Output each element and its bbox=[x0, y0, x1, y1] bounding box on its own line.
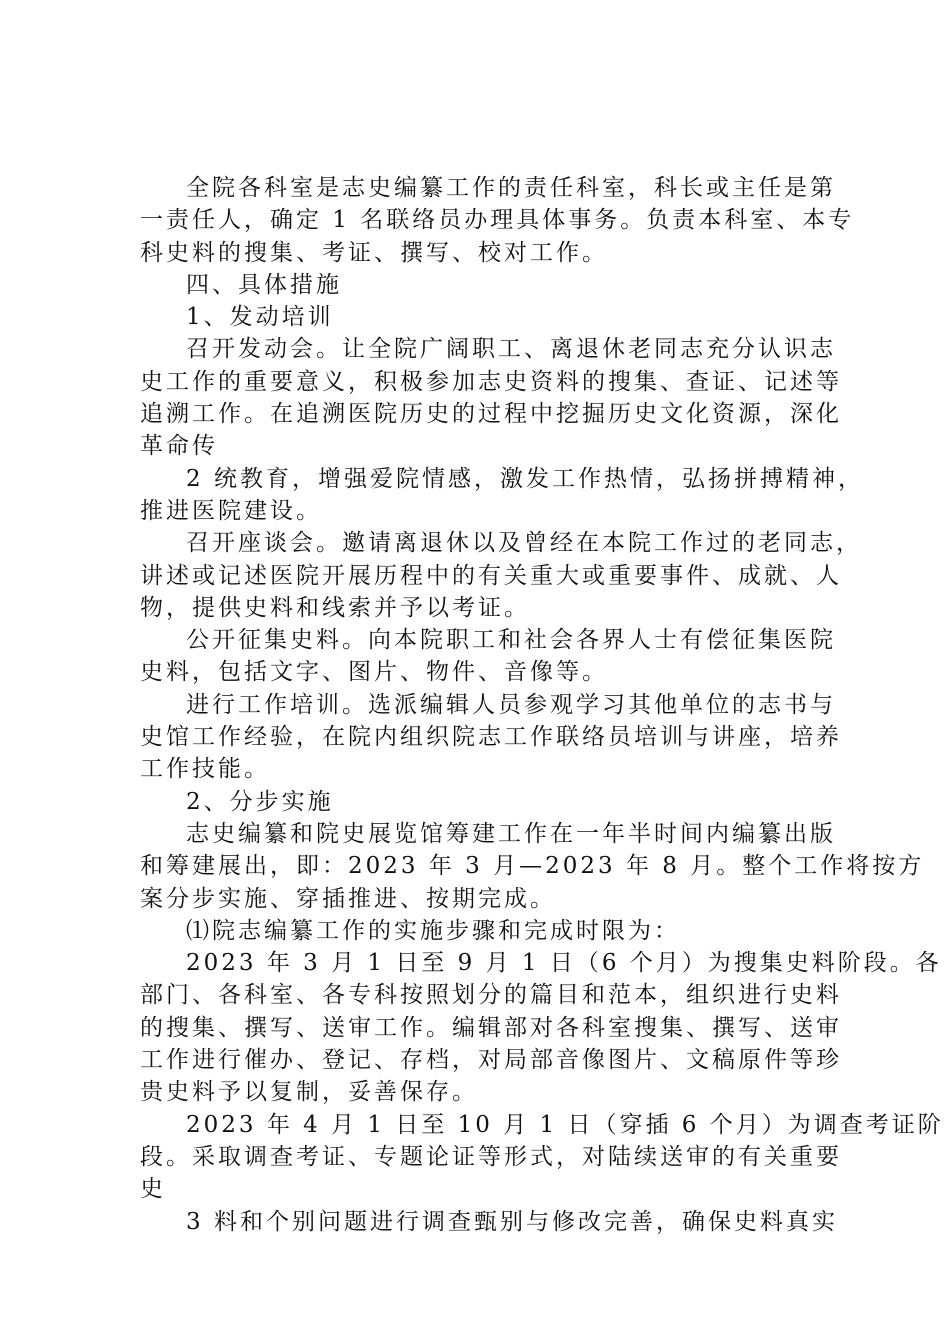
paragraph bbox=[140, 947, 942, 1108]
paragraph bbox=[140, 915, 820, 947]
document-page bbox=[140, 172, 944, 1238]
paragraph bbox=[140, 172, 855, 269]
text-line: 追溯工作。在追溯医院历史的过程中挖掘历史文化资源，深化 bbox=[140, 401, 842, 428]
text-line: 讲述或记述医院开展历程中的有关重大或重要事件、成就、人 bbox=[140, 562, 842, 589]
text-line: 部门、各科室、各专科按照划分的篇目和范本，组织进行史料 bbox=[140, 982, 842, 1009]
text-line: 推进医院建设。 bbox=[140, 497, 322, 524]
text-line: 史 bbox=[140, 1176, 166, 1203]
text-line: 公开征集史料。向本院职工和社会各界人士有偿征集医院 bbox=[186, 627, 836, 654]
paragraph bbox=[140, 1206, 838, 1238]
paragraph bbox=[140, 527, 862, 624]
text-line: 史料，包括文字、图片、物件、音像等。 bbox=[140, 659, 608, 686]
text-line: 2 统教育，增强爱院情感，激发工作热情，弘扬拼搏精神， bbox=[186, 465, 864, 492]
subsection-heading: 1、发动培训 bbox=[186, 304, 334, 331]
text-line: 的搜集、撰写、送审工作。编辑部对各科室搜集、撰写、送审 bbox=[140, 1014, 842, 1041]
text-line: 2023 年 4 月 1 日至 10 月 1 日（穿插 6 个月）为调查考证阶 bbox=[186, 1111, 944, 1138]
paragraph bbox=[140, 818, 925, 915]
text-line: 召开座谈会。邀请离退休以及曾经在本院工作过的老同志， bbox=[186, 530, 862, 557]
text-line: 科史料的搜集、考证、撰写、校对工作。 bbox=[140, 239, 608, 266]
text-line: 进行工作培训。选派编辑人员参观学习其他单位的志书与 bbox=[186, 691, 836, 718]
text-line: 工作技能。 bbox=[140, 756, 270, 783]
text-line: 贵史料予以复制，妥善保存。 bbox=[140, 1079, 478, 1106]
subsection-heading: 2、分步实施 bbox=[186, 788, 334, 815]
text-line: 全院各科室是志史编纂工作的责任科室，科长或主任是第 bbox=[186, 175, 836, 201]
section-heading: 四、具体措施 bbox=[186, 271, 342, 298]
text-line: 史馆工作经验，在院内组织院志工作联络员培训与讲座，培养 bbox=[140, 724, 842, 751]
text-line: 物，提供史料和线索并予以考证。 bbox=[140, 594, 530, 621]
text-line: 段。采取调查考证、专题论证等形式，对陆续送审的有关重要 bbox=[140, 1143, 842, 1170]
text-line: 工作进行催办、登记、存档，对局部音像图片、文稿原件等珍 bbox=[140, 1047, 842, 1074]
paragraph bbox=[140, 1109, 944, 1206]
paragraph bbox=[140, 333, 842, 462]
text-line: 3 料和个别问题进行调查甄别与修改完善，确保史料真实 bbox=[186, 1208, 838, 1235]
paragraph bbox=[140, 463, 864, 528]
text-line: 2023 年 3 月 1 日至 9 月 1 日（6 个月）为搜集史料阶段。各 bbox=[186, 950, 942, 977]
paragraph bbox=[140, 624, 836, 689]
text-line: 一责任人，确定 1 名联络员办理具体事务。负责本科室、本专 bbox=[140, 207, 855, 234]
text-line: ⑴院志编纂工作的实施步骤和完成时限为： bbox=[186, 917, 680, 944]
text-line: 志史编纂和院史展览馆筹建工作在一年半时间内编纂出版 bbox=[186, 820, 836, 847]
text-line: 革命传 bbox=[140, 433, 218, 460]
text-line: 史工作的重要意义，积极参加志史资料的搜集、查证、记述等 bbox=[140, 368, 842, 395]
paragraph bbox=[140, 689, 842, 786]
text-line: 和筹建展出，即：2023 年 3 月—2023 年 8 月。整个工作将按方 bbox=[140, 853, 925, 880]
text-line: 案分步实施、穿插推进、按期完成。 bbox=[140, 885, 556, 912]
text-line: 召开发动会。让全院广阔职工、离退休老同志充分认识志 bbox=[186, 336, 836, 363]
